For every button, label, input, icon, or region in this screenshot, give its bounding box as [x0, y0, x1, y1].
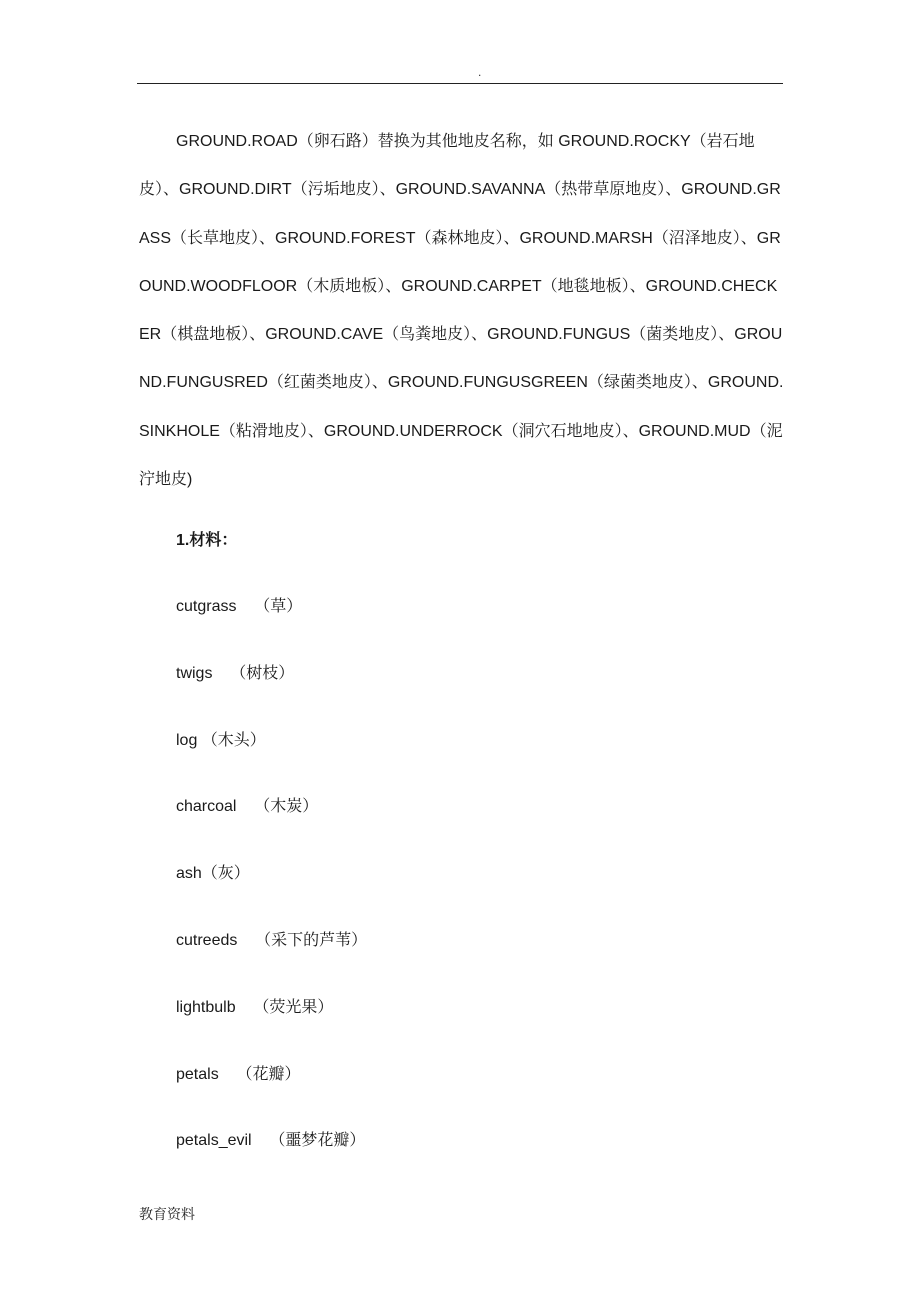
list-item: cutreeds （采下的芦苇）	[176, 931, 368, 949]
header-rule	[137, 83, 783, 84]
list-item: twigs （树枝）	[176, 664, 295, 682]
footer-label: 教育资料	[139, 1207, 195, 1223]
list-item: log （木头）	[176, 731, 266, 749]
ground-types-paragraph: GROUND.ROAD（卵石路）替换为其他地皮名称，如 GROUND.ROCKY（岩石地皮）、GROUND.DIRT（污垢地皮）、GROUND.SAVANNA（热带草原地皮）、GROUND.GRASS（长草地皮）、GROUND.FOREST（森林地皮）、GROUND.MARSH（沼泽地皮）、GROUND.WOODFLOOR（木质地板）、GROUND.CARPET（地毯地板）、GROUND.CHECKER（棋盘地板）、GROUND.CAVE（鸟粪地皮）、GROUND.FUNGUS（菌类地皮）、GROUND.FUNGUSRED（红菌类地皮）、GROUND.FUNGUSGREEN（绿菌类地皮）、GROUND.SINKHOLE（粘滑地皮）、GROUND.UNDERROCK（洞穴石地地皮）、GROUND.MUD（泥泞地皮)	[139, 133, 784, 489]
materials-list	[176, 594, 367, 1195]
list-item: charcoal （木炭）	[176, 798, 319, 816]
list-item: cutgrass （草）	[176, 598, 303, 615]
header-mark: .	[478, 65, 482, 79]
list-item: petals （花瓣）	[176, 1065, 301, 1083]
list-item: ash（灰）	[176, 865, 250, 883]
section-title: 1.材料：	[176, 532, 238, 549]
list-item: petals_evil （噩梦花瓣）	[176, 1132, 366, 1150]
list-item: lightbulb （荧光果）	[176, 998, 334, 1016]
